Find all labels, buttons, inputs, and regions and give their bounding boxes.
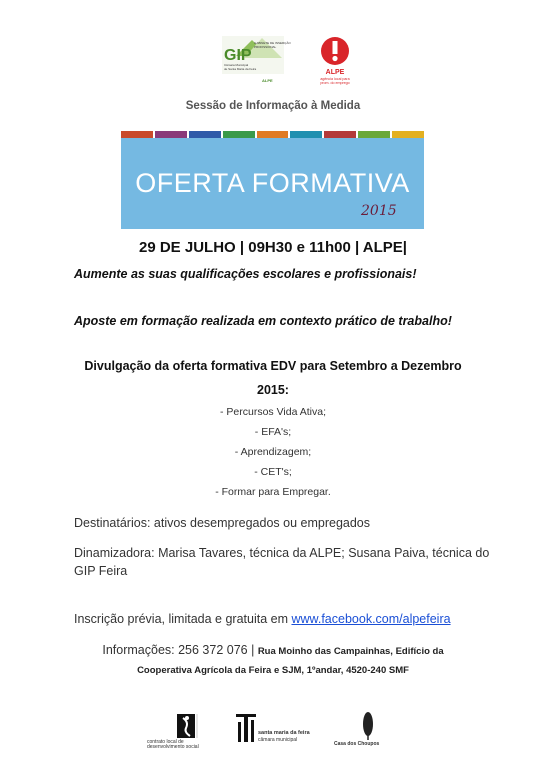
gip-line: PROFISSIONAL <box>254 45 277 49</box>
ccp-text: Casa dos Choupos <box>334 741 380 747</box>
color-stripe <box>324 131 356 138</box>
color-stripe <box>290 131 322 138</box>
divulgacao-line: 2015: <box>257 383 289 397</box>
offer-list <box>0 402 546 502</box>
divulgacao-heading <box>0 354 546 402</box>
oferta-formativa-banner <box>121 131 424 229</box>
color-stripes <box>121 131 424 138</box>
headline-formacao: Aposte em formação realizada em contexto prático de trabalho! <box>74 314 452 328</box>
gip-line: de Santa Maria da Feira <box>224 67 257 71</box>
cls-text: desenvolvimento social <box>147 744 199 750</box>
gip-title: GIP <box>224 47 252 64</box>
info-address: Cooperativa Agrícola da Feira e SJM, 1ºandar, 4520-240 SMF <box>137 665 409 676</box>
inscricao <box>74 612 451 626</box>
inscricao-text: Inscrição prévia, limitada e gratuita em <box>74 612 292 626</box>
list-item: - Percursos Vida Ativa; <box>219 406 327 418</box>
event-date-line: 29 DE JULHO | 09H30 e 11h00 | ALPE| <box>139 239 407 256</box>
gip-line: GABINETE DE INSERÇÃO <box>254 41 291 45</box>
color-stripe <box>257 131 289 138</box>
list-item: - Formar para Empregar. <box>215 486 331 498</box>
dinamizadora: Dinamizadora: Marisa Tavares, técnica da ALPE; Susana Paiva, técnica do GIP Feira <box>74 546 490 578</box>
color-stripe <box>358 131 390 138</box>
santa-maria-feira-logo <box>236 712 310 750</box>
destinatarios: Destinatários: ativos desempregados ou empregados <box>74 516 371 530</box>
informacoes <box>0 640 546 680</box>
list-item: - Aprendizagem; <box>234 446 312 458</box>
banner-title: OFERTA FORMATIVA <box>135 168 410 198</box>
facebook-link[interactable]: www.facebook.com/alpefeira <box>291 612 451 626</box>
banner-year: 2015 <box>361 203 397 219</box>
color-stripe <box>189 131 221 138</box>
alpe-title: ALPE <box>325 69 345 76</box>
info-address: Rua Moinho das Campainhas, Edifício da <box>257 646 444 657</box>
smf-title: santa maria da feira <box>258 730 310 736</box>
alpe-line: prom. do emprego <box>320 81 350 85</box>
casa-dos-choupos-logo <box>330 710 406 750</box>
color-stripe <box>392 131 424 138</box>
cls-logo <box>145 712 215 750</box>
alpe-logo <box>312 34 358 90</box>
divulgacao-line: Divulgação da oferta formativa EDV para Setembro a Dezembro <box>84 359 462 373</box>
alpe-line: agência local para <box>320 77 350 81</box>
color-stripe <box>155 131 187 138</box>
smf-sub: câmara municipal <box>258 737 298 743</box>
gip-line: Câmara Municipal <box>224 63 249 67</box>
list-item: - EFA's; <box>254 426 292 438</box>
color-stripe <box>121 131 153 138</box>
info-phone: Informações: 256 372 076 | <box>102 643 258 657</box>
gip-logo <box>222 36 291 88</box>
color-stripe <box>223 131 255 138</box>
cls-text: contrato local de <box>147 739 184 745</box>
session-subtitle: Sessão de Informação à Medida <box>185 100 361 112</box>
list-item: - CET's; <box>254 466 292 478</box>
headline-qualificacoes: Aumente as suas qualificações escolares e profissionais! <box>74 267 417 281</box>
gip-footer: ALPE <box>262 78 273 83</box>
